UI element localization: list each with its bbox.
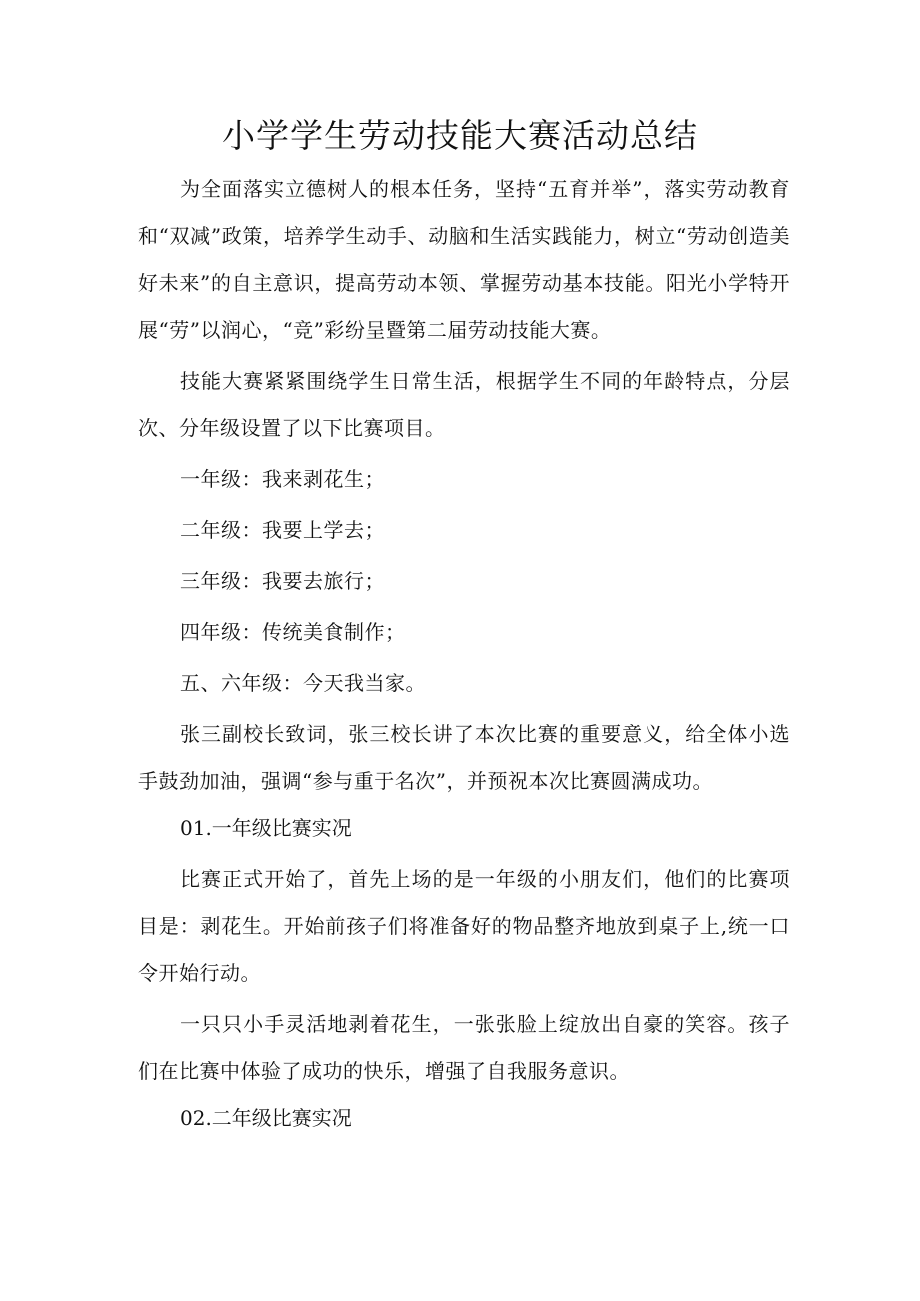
document-title: 小学学生劳动技能大赛活动总结 (222, 116, 698, 155)
grade-1-item: 一年级：我来剥花生； (180, 467, 385, 491)
grade-4-item: 四年级：传统美食制作； (180, 620, 406, 644)
document-body (138, 166, 790, 1142)
grade-2-item: 二年级：我要上学去； (180, 518, 385, 542)
grade-1-outcome-paragraph: 一只只小手灵活地剥着花生，一张张脸上绽放出自豪的笑容。孩子们在比赛中体验了成功的快乐，增强了自我服务意识。 (138, 1012, 790, 1083)
section-heading-02: 02.二年级比赛实况 (180, 1106, 352, 1130)
section-heading-01: 01.一年级比赛实况 (180, 816, 352, 840)
principal-speech-paragraph: 张三副校长致词，张三校长讲了本次比赛的重要意义，给全体小选手鼓劲加油，强调“参与重于名次”，并预祝本次比赛圆满成功。 (138, 722, 790, 793)
grade-1-contest-paragraph: 比赛正式开始了，首先上场的是一年级的小朋友们，他们的比赛项目是：剥花生。开始前孩子们将准备好的物品整齐地放到桌子上,统一口令开始行动。 (138, 867, 790, 985)
contest-overview-paragraph: 技能大赛紧紧围绕学生日常生活，根据学生不同的年龄特点，分层次、分年级设置了以下比赛项目。 (138, 369, 790, 440)
grade-5-6-item: 五、六年级：今天我当家。 (180, 671, 426, 695)
grade-3-item: 三年级：我要去旅行； (180, 569, 385, 593)
intro-paragraph: 为全面落实立德树人的根本任务，坚持“五育并举”，落实劳动教育和“双减”政策，培养学生动手、动脑和生活实践能力，树立“劳动创造美好未来”的自主意识，提高劳动本领、掌握劳动基本技能。阳光小学特开展“劳”以润心，“竞”彩纷呈暨第二届劳动技能大赛。 (138, 177, 790, 342)
